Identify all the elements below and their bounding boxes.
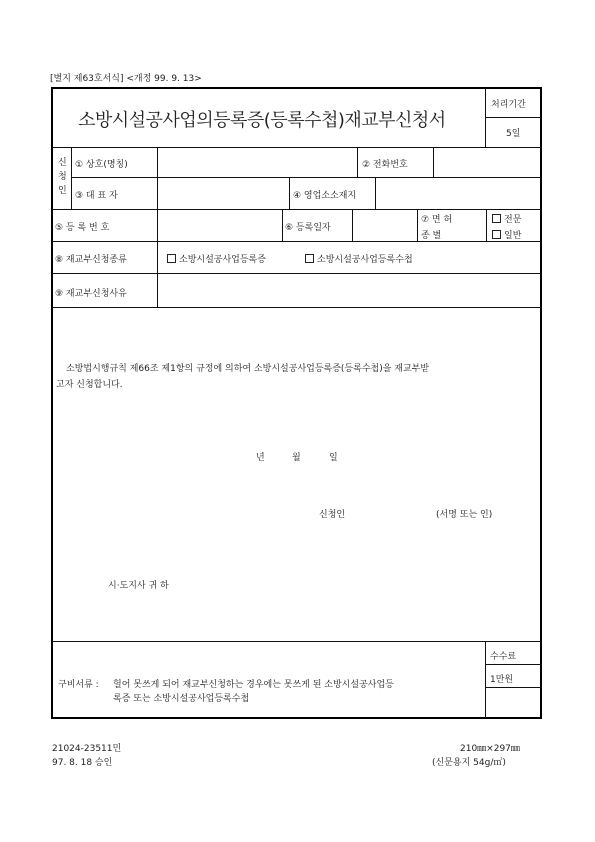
form-number-note: [별지 제63호서식] <개정 99. 9. 13>	[50, 74, 202, 84]
business-address-label: ④ 영업소소재지	[293, 191, 357, 201]
form-title: 소방시설공사업의등록증(등록수첩)재교부신청서	[78, 110, 446, 131]
date-year-label: 년	[256, 453, 265, 463]
representative-label: ③ 대 표 자	[75, 191, 118, 201]
reissue-option-certificate[interactable]: 소방시설공사업등록증	[167, 252, 266, 265]
processing-period-value: 5일	[506, 129, 521, 139]
applicant-section-label: 신 청 인	[58, 158, 67, 196]
company-name-label: ① 상호(명칭)	[75, 160, 128, 170]
reissue-reason-field[interactable]	[159, 275, 539, 305]
statement-line-2: 고자 신청합니다.	[56, 380, 123, 390]
license-option-general[interactable]: 일반	[492, 228, 521, 241]
required-docs-label: 구비서류 :	[58, 680, 99, 690]
phone-field[interactable]	[435, 149, 539, 175]
applicant-label: 신청인	[319, 510, 346, 520]
checkbox-icon[interactable]	[305, 254, 314, 263]
checkbox-icon[interactable]	[167, 254, 176, 263]
date-day-label: 일	[329, 453, 338, 463]
processing-period-label: 처리기간	[491, 100, 526, 110]
reissue-reason-label: ⑨ 재교부신청사유	[55, 289, 127, 299]
company-name-field[interactable]	[159, 149, 355, 175]
footer-form-code: 21024-23511민	[52, 744, 122, 754]
phone-label: ② 전화번호	[362, 160, 408, 170]
reissue-option-booklet[interactable]: 소방시설공사업등록수첩	[305, 252, 413, 265]
representative-field[interactable]	[159, 179, 287, 207]
reg-date-field[interactable]	[354, 211, 415, 239]
date-month-label: 월	[292, 453, 301, 463]
footer-paper-size: 210㎜×297㎜	[460, 744, 520, 754]
footer-approval-date: 97. 8. 18 승인	[52, 758, 113, 768]
license-option-specialist[interactable]: 전문	[492, 212, 521, 225]
statement-line-1: 소방법시행규칙 제66조 제1항의 규정에 의하여 소방시설공사업등록증(등록수첩)을 재교부받	[66, 364, 430, 374]
required-docs-line-1: 헐어 못쓰게 되어 재교부신청하는 경우에는 못쓰게 된 소방시설공사업등	[113, 680, 394, 690]
reissue-type-label: ⑧ 재교부신청종류	[55, 255, 127, 265]
fee-label: 수수료	[490, 652, 517, 662]
reg-number-label: ⑤ 등 록 번 호	[55, 223, 110, 233]
reg-number-field[interactable]	[159, 211, 280, 239]
signature-note: (서명 또는 인)	[436, 510, 493, 520]
checkbox-icon[interactable]	[492, 214, 501, 223]
license-type-label-2: 종 별	[421, 231, 442, 241]
fee-value: 1만원	[490, 675, 514, 685]
reg-date-label: ⑥ 등록일자	[285, 223, 331, 233]
checkbox-icon[interactable]	[492, 230, 501, 239]
license-type-label-1: ⑦ 면 허	[421, 215, 453, 225]
required-docs-line-2: 록증 또는 소방시설공사업등록수첩	[113, 694, 250, 704]
recipient-label: 시·도지사 귀 하	[108, 581, 169, 591]
footer-paper-type: (신문용지 54g/㎡)	[432, 758, 506, 768]
business-address-field[interactable]	[377, 179, 539, 207]
